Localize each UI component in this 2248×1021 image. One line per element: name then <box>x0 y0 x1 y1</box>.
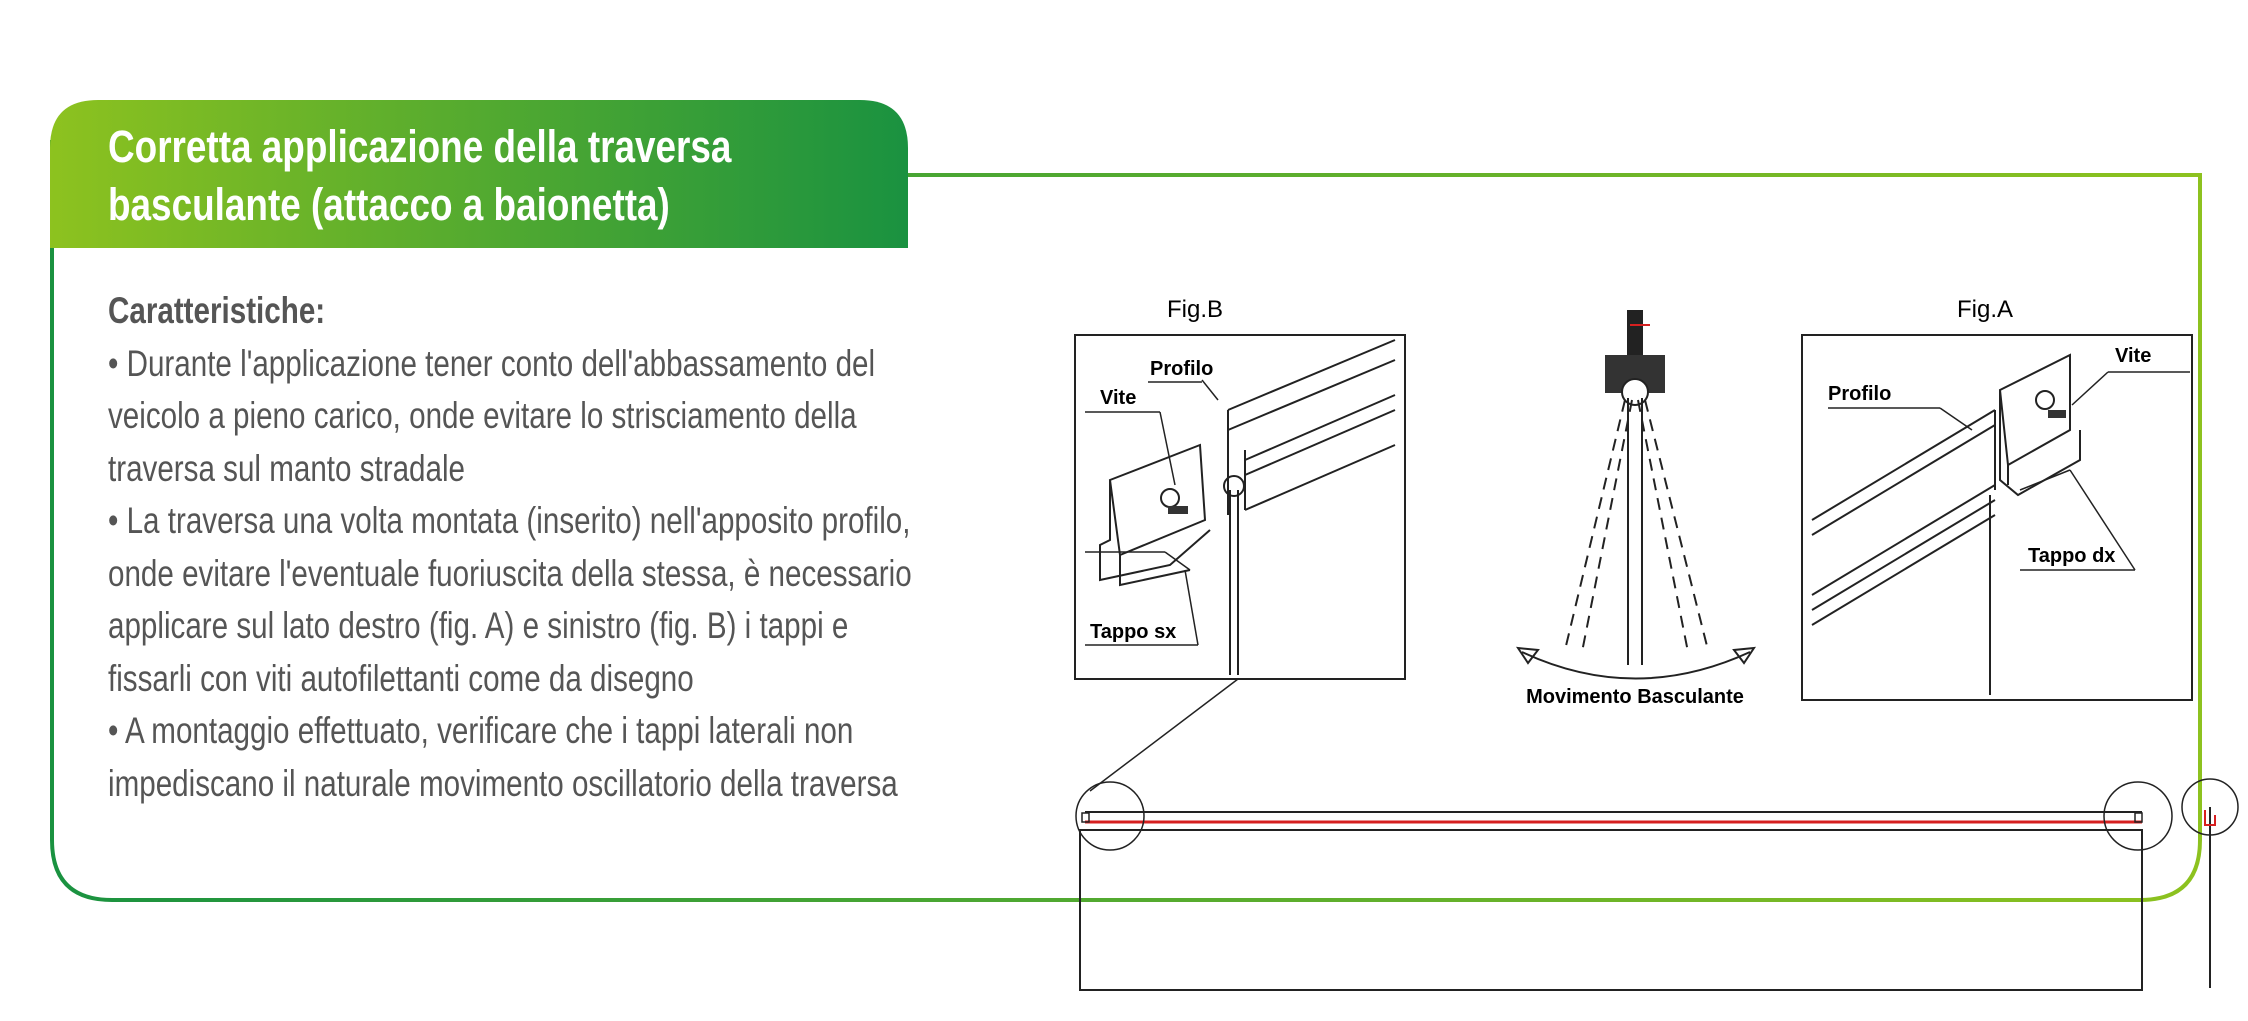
fig-a-profilo-label: Profilo <box>1828 383 1892 405</box>
fig-b-vite-label: Vite <box>1100 387 1137 409</box>
fig-a-cap <box>2000 355 2080 495</box>
fig-b-profilo-label: Profilo <box>1150 358 1214 380</box>
title-line-1: Corretta applicazione della traversa <box>108 121 732 172</box>
swing-lines <box>1565 400 1708 652</box>
full-bar <box>1080 812 2142 990</box>
fig-b-caption: Fig.B <box>1166 296 1224 323</box>
leader-to-fig-b <box>1090 679 1238 791</box>
characteristics-heading: Caratteristiche: <box>108 290 326 331</box>
fig-a-vite-label: Vite <box>2115 345 2152 367</box>
fig-b-screw <box>1161 489 1188 514</box>
bullet-2: • La traversa una volta montata (inserito) nell'apposito profilo, onde evitare l'eventuale fuoriuscita della stessa, è necessario applicare sul lato destro (fig. A) e sinistro (fig. B) i tappi e fissarli con viti autofilettanti come da disegno <box>108 500 912 699</box>
movement-label: Movimento Basculante <box>1526 686 1744 708</box>
bullet-1: • Durante l'applicazione tener conto dell'abbassamento del veicolo a pieno carico, onde evitare lo strisciamento della traversa sul manto stradale <box>108 342 876 489</box>
detail-circle-right <box>2104 782 2172 850</box>
swing-arc <box>1522 652 1750 679</box>
bullet-3: • A montaggio effettuato, verificare che i tappi laterali non impediscano il naturale movimento oscillatorio della traversa <box>108 710 898 804</box>
fig-a-screw <box>2036 391 2066 418</box>
fig-b-profile <box>1224 340 1395 675</box>
characteristics-text <box>108 285 938 810</box>
fig-a-tappo-label: Tappo dx <box>2028 545 2116 567</box>
fig-a-caption: Fig.A <box>1956 296 2014 323</box>
fig-b-tappo-label: Tappo sx <box>1090 621 1177 643</box>
fig-b-cap <box>1100 445 1210 585</box>
info-card <box>50 100 2202 902</box>
title-line-2: basculante (attacco a baionetta) <box>108 179 670 230</box>
fig-a-profile <box>1812 410 1995 695</box>
detail-circle-left <box>1076 782 1144 850</box>
technical-drawing <box>1060 280 2240 1000</box>
page-title <box>108 118 731 234</box>
side-view <box>2182 779 2238 988</box>
